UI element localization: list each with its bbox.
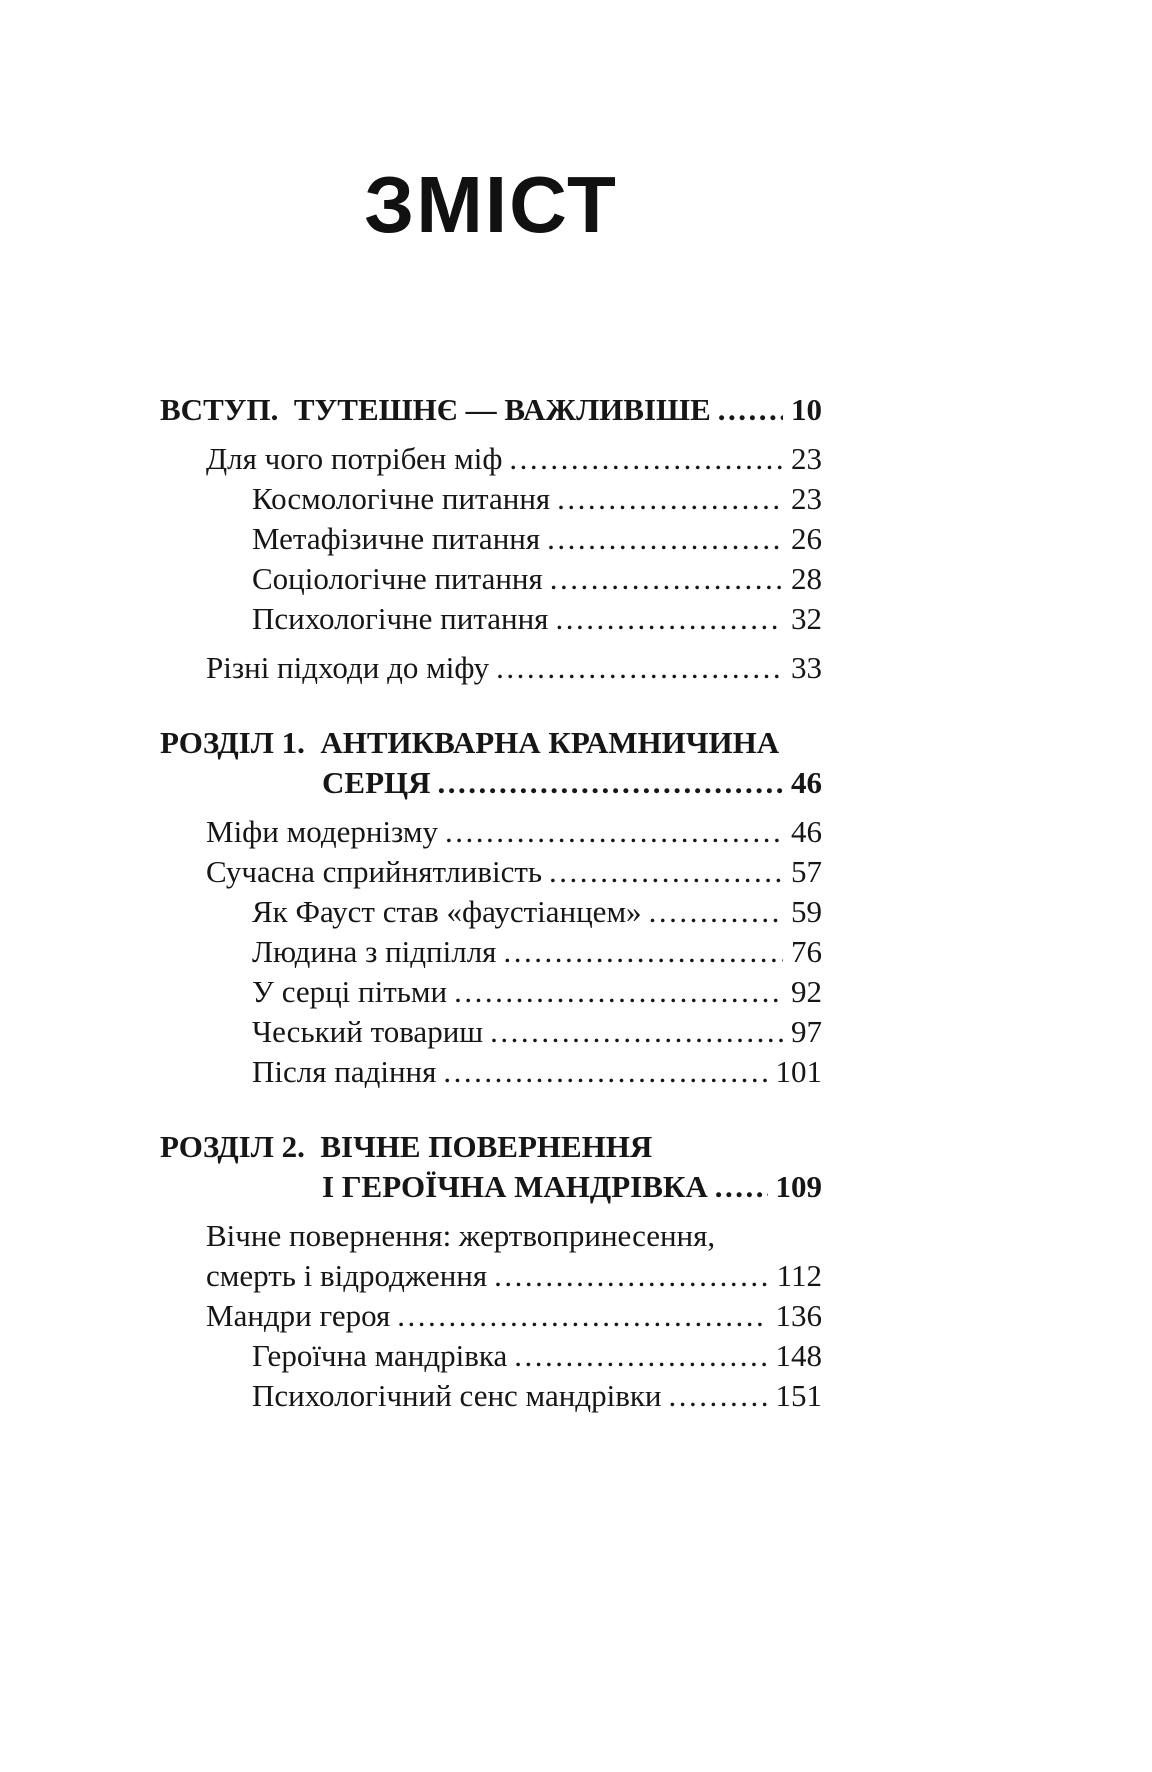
toc-entry <box>160 1216 822 1256</box>
dot-leader <box>397 1296 767 1336</box>
dot-leader <box>445 812 783 852</box>
toc-entry-label: Психологічне питання <box>252 601 549 636</box>
toc-page-number: 28 <box>791 561 822 596</box>
page-content <box>160 160 822 1416</box>
toc-entry <box>160 439 822 479</box>
dot-leader <box>718 390 783 430</box>
toc-page-number: 97 <box>791 1014 822 1049</box>
dot-leader <box>557 479 783 519</box>
toc-page-number: 57 <box>791 854 822 889</box>
toc-entry-label: СЕРЦЯ <box>322 765 431 800</box>
dot-leader <box>668 1376 767 1416</box>
toc-entry-label: Героїчна мандрівка <box>252 1338 508 1373</box>
toc-page-number: 109 <box>775 1169 822 1204</box>
toc-entry-label: І ГЕРОЇЧНА МАНДРІВКА <box>322 1169 708 1204</box>
toc-entry-label: У серці пітьми <box>252 974 448 1009</box>
toc-entry <box>160 559 822 599</box>
toc-entry-label: смерть і відродження <box>206 1258 488 1293</box>
table-of-contents <box>160 390 822 1416</box>
toc-entry-intro <box>160 390 822 430</box>
dot-leader <box>503 932 783 972</box>
toc-page-number: 46 <box>791 814 822 849</box>
toc-page-number: 76 <box>791 934 822 969</box>
dot-leader <box>509 439 783 479</box>
toc-page-number: 151 <box>775 1378 822 1413</box>
toc-entry-label: РОЗДІЛ 2. ВІЧНЕ ПОВЕРНЕННЯ <box>160 1129 653 1164</box>
dot-leader <box>438 763 784 803</box>
toc-entry <box>160 812 822 852</box>
toc-entry-label: Міфи модернізму <box>206 814 438 849</box>
toc-page-number: 136 <box>775 1298 822 1333</box>
toc-entry <box>160 479 822 519</box>
toc-page-number: 101 <box>775 1054 822 1089</box>
toc-entry-label: Чеський товариш <box>252 1014 484 1049</box>
toc-page-number: 92 <box>791 974 822 1009</box>
dot-leader <box>550 559 783 599</box>
toc-entry <box>160 1012 822 1052</box>
toc-entry-label: Сучасна сприйнятливість <box>206 854 543 889</box>
dot-leader <box>649 892 783 932</box>
toc-entry-label: РОЗДІЛ 1. АНТИКВАРНА КРАМНИЧИНА <box>160 725 780 760</box>
toc-page-number: 23 <box>791 481 822 516</box>
toc-entry-label: Космологічне питання <box>252 481 551 516</box>
dot-leader <box>549 852 783 892</box>
toc-entry-label: Людина з підпілля <box>252 934 497 969</box>
toc-entry <box>160 648 822 688</box>
dot-leader <box>443 1052 767 1092</box>
toc-entry <box>160 892 822 932</box>
toc-page-number: 10 <box>791 392 822 427</box>
toc-entry-label: Соціологічне питання <box>252 561 543 596</box>
toc-entry-chapter-2-continued <box>160 1167 822 1207</box>
toc-entry-label: Вічне повернення: жертвопринесення, <box>206 1218 716 1253</box>
dot-leader <box>454 972 783 1012</box>
toc-page-number: 46 <box>791 765 822 800</box>
toc-entry <box>160 932 822 972</box>
toc-entry-label: Для чого потрібен міф <box>206 441 503 476</box>
dot-leader <box>547 519 783 559</box>
toc-entry <box>160 1336 822 1376</box>
toc-entry <box>160 599 822 639</box>
toc-entry-label: Мандри героя <box>206 1298 391 1333</box>
toc-page-number: 112 <box>776 1258 822 1293</box>
dot-leader <box>555 599 783 639</box>
dot-leader <box>514 1336 767 1376</box>
toc-entry-chapter-2 <box>160 1127 822 1167</box>
dot-leader <box>490 1012 783 1052</box>
toc-entry-continued <box>160 1256 822 1296</box>
toc-page-number: 148 <box>775 1338 822 1373</box>
toc-entry-label: Метафізичне питання <box>252 521 541 556</box>
toc-page-number: 59 <box>791 894 822 929</box>
toc-entry-label: Після падіння <box>252 1054 437 1089</box>
page-title: ЗМІСТ <box>364 160 618 249</box>
toc-page-number: 32 <box>791 601 822 636</box>
toc-entry <box>160 519 822 559</box>
toc-entry-label: ВСТУП. ТУТЕШНЄ — ВАЖЛИВІШЕ <box>160 392 711 427</box>
toc-entry <box>160 1376 822 1416</box>
toc-entry-chapter-1-continued <box>160 763 822 803</box>
toc-entry-label: Як Фауст став «фаустіанцем» <box>252 894 642 929</box>
toc-page-number: 33 <box>791 650 822 685</box>
toc-entry <box>160 1052 822 1092</box>
toc-entry-chapter-1 <box>160 723 822 763</box>
toc-page-number: 26 <box>791 521 822 556</box>
toc-entry-label: Психологічний сенс мандрівки <box>252 1378 662 1413</box>
toc-entry-label: Різні підходи до міфу <box>206 650 490 685</box>
toc-entry <box>160 1296 822 1336</box>
toc-page-number: 23 <box>791 441 822 476</box>
toc-entry <box>160 852 822 892</box>
dot-leader <box>715 1167 768 1207</box>
dot-leader <box>496 648 783 688</box>
dot-leader <box>494 1256 769 1296</box>
toc-entry <box>160 972 822 1012</box>
